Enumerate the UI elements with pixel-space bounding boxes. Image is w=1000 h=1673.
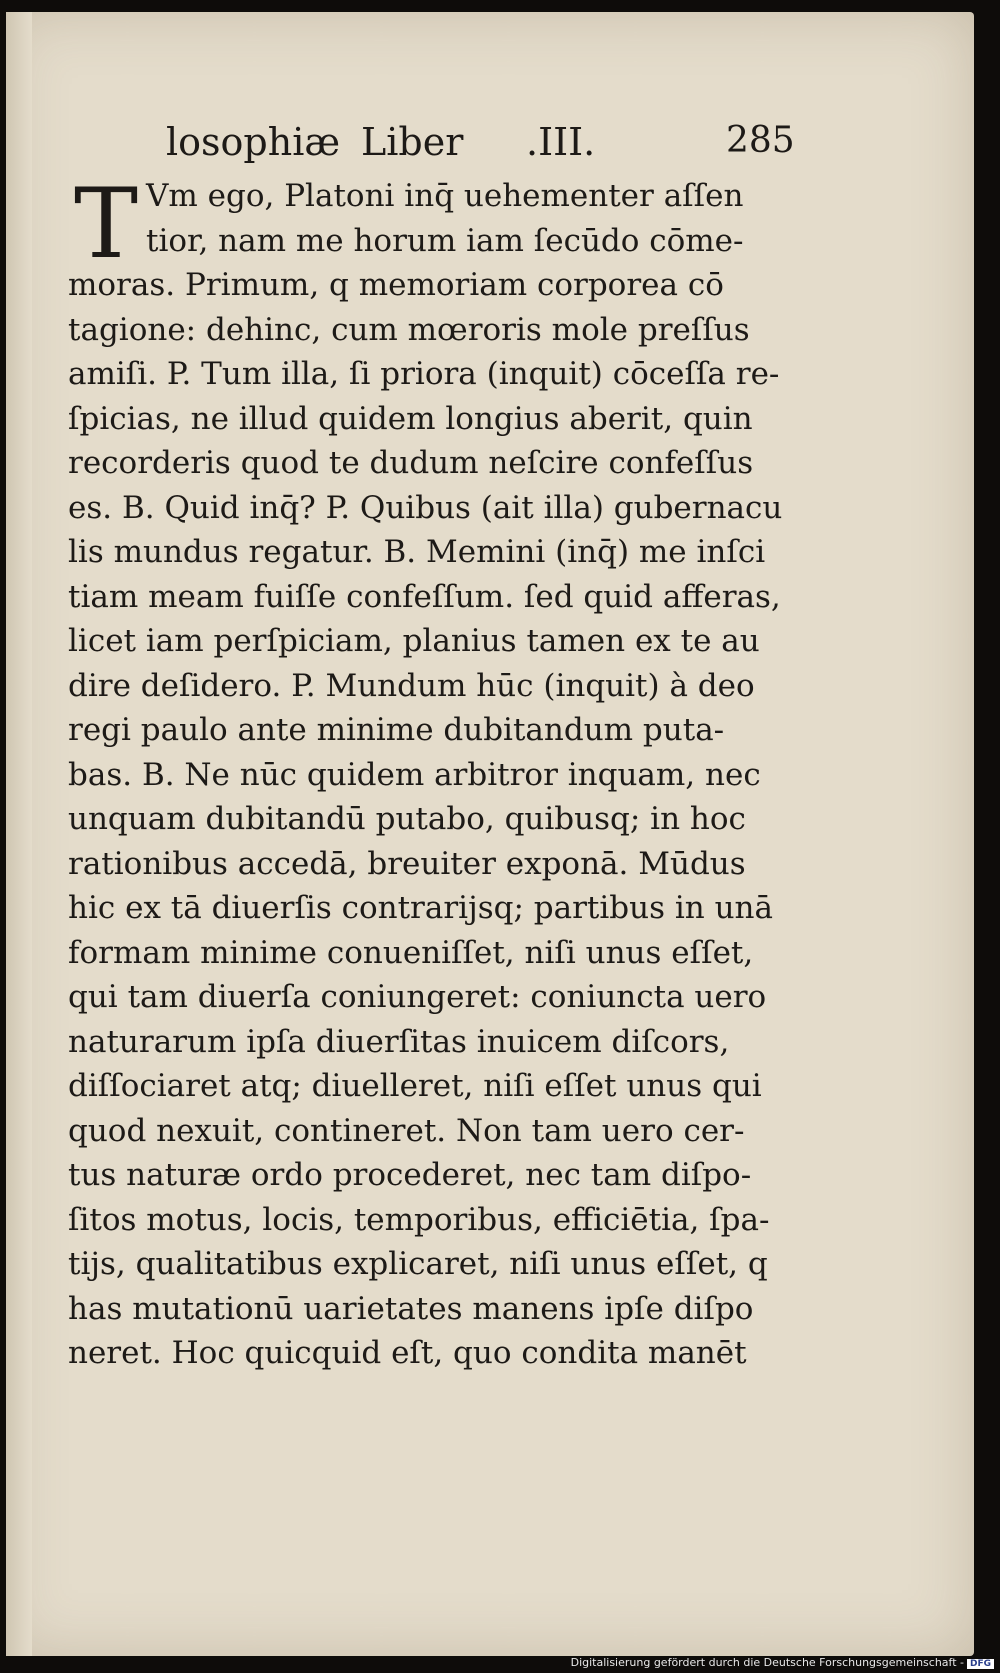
body-text	[68, 168, 788, 1376]
text-line: neret. Hoc quicquid eſt, quo condita manēt	[68, 1335, 747, 1371]
text-line: diſſociaret atq; diuelleret, niſi eſſet unus qui	[68, 1068, 762, 1104]
page-gutter	[6, 12, 32, 1656]
text-line: has mutationū uarietates manens ipſe diſpo	[68, 1290, 754, 1327]
text-line: bas. B. Ne nūc quidem arbitror inquam, nec	[68, 756, 761, 793]
text-line: amiſi. P. Tum illa, ſi priora (inquit) cōceſſa re-	[68, 356, 780, 392]
text-line: lis mundus regatur. B. Memini (inq̄) me inſci	[68, 534, 766, 570]
dfg-logo: DFG	[967, 1659, 994, 1669]
text-line: es. B. Quid inq̄? P. Quibus (ait illa) gubernacu	[68, 489, 783, 526]
text-line: hic ex tā diuerſis contrarijsq; partibus in unā	[68, 890, 773, 926]
running-header	[166, 120, 795, 176]
text-line: tagione: dehinc, cum mœroris mole preſſus	[68, 311, 750, 348]
text-line: moras. Primum, q memoriam corporea cō	[68, 267, 724, 303]
text-line: naturarum ipſa diuerſitas inuicem diſcors,	[68, 1023, 730, 1060]
header-title-left: losophiæ	[166, 120, 341, 164]
text-line: tiam meam fuiſſe confeſſum. ſed quid afferas,	[68, 578, 781, 615]
text-line: rationibus accedā, breuiter exponā. Mūdus	[68, 845, 746, 882]
header-title-middle: Liber	[361, 120, 464, 164]
text-line: tijs, qualitatibus explicaret, niſi unus eſſet, q	[68, 1246, 768, 1282]
text-line: tus naturæ ordo procederet, nec tam diſpo-	[68, 1157, 752, 1193]
digitization-credit	[571, 1656, 994, 1669]
text-line: recorderis quod te dudum neſcire confeſſus	[68, 445, 754, 481]
text-line: Vm ego, Platoni inq̄ uehementer aſſen	[146, 178, 744, 214]
text-line: regi paulo ante minime dubitandum puta-	[68, 712, 725, 748]
text-line: ſpicias, ne illud quidem longius aberit, quin	[68, 400, 753, 437]
page-number: 285	[726, 120, 795, 161]
text-line: dire deſidero. P. Mundum hūc (inquit) à deo	[68, 667, 755, 704]
book-page	[6, 12, 974, 1656]
text-line: quod nexuit, contineret. Non tam uero cer-	[68, 1112, 745, 1149]
header-book-number: .III.	[526, 120, 596, 164]
text-line: qui tam diuerſa coniungeret: coniuncta uero	[68, 979, 767, 1015]
text-line: ſitos motus, locis, temporibus, efficiētia, ſpa-	[68, 1201, 770, 1238]
text-line: unquam dubitandū putabo, quibusq; in hoc	[68, 801, 746, 837]
text-line: formam minime conueniſſet, niſi unus eſſet,	[68, 934, 754, 971]
footer-credit-text: Digitalisierung gefördert durch die Deutsche Forschungsgemeinschaft -	[570, 1656, 964, 1669]
drop-cap-initial: T	[74, 168, 139, 280]
text-line: licet iam perſpiciam, planius tamen ex te au	[68, 623, 760, 659]
text-line: tior, nam me horum iam ſecūdo cōme-	[146, 222, 744, 259]
